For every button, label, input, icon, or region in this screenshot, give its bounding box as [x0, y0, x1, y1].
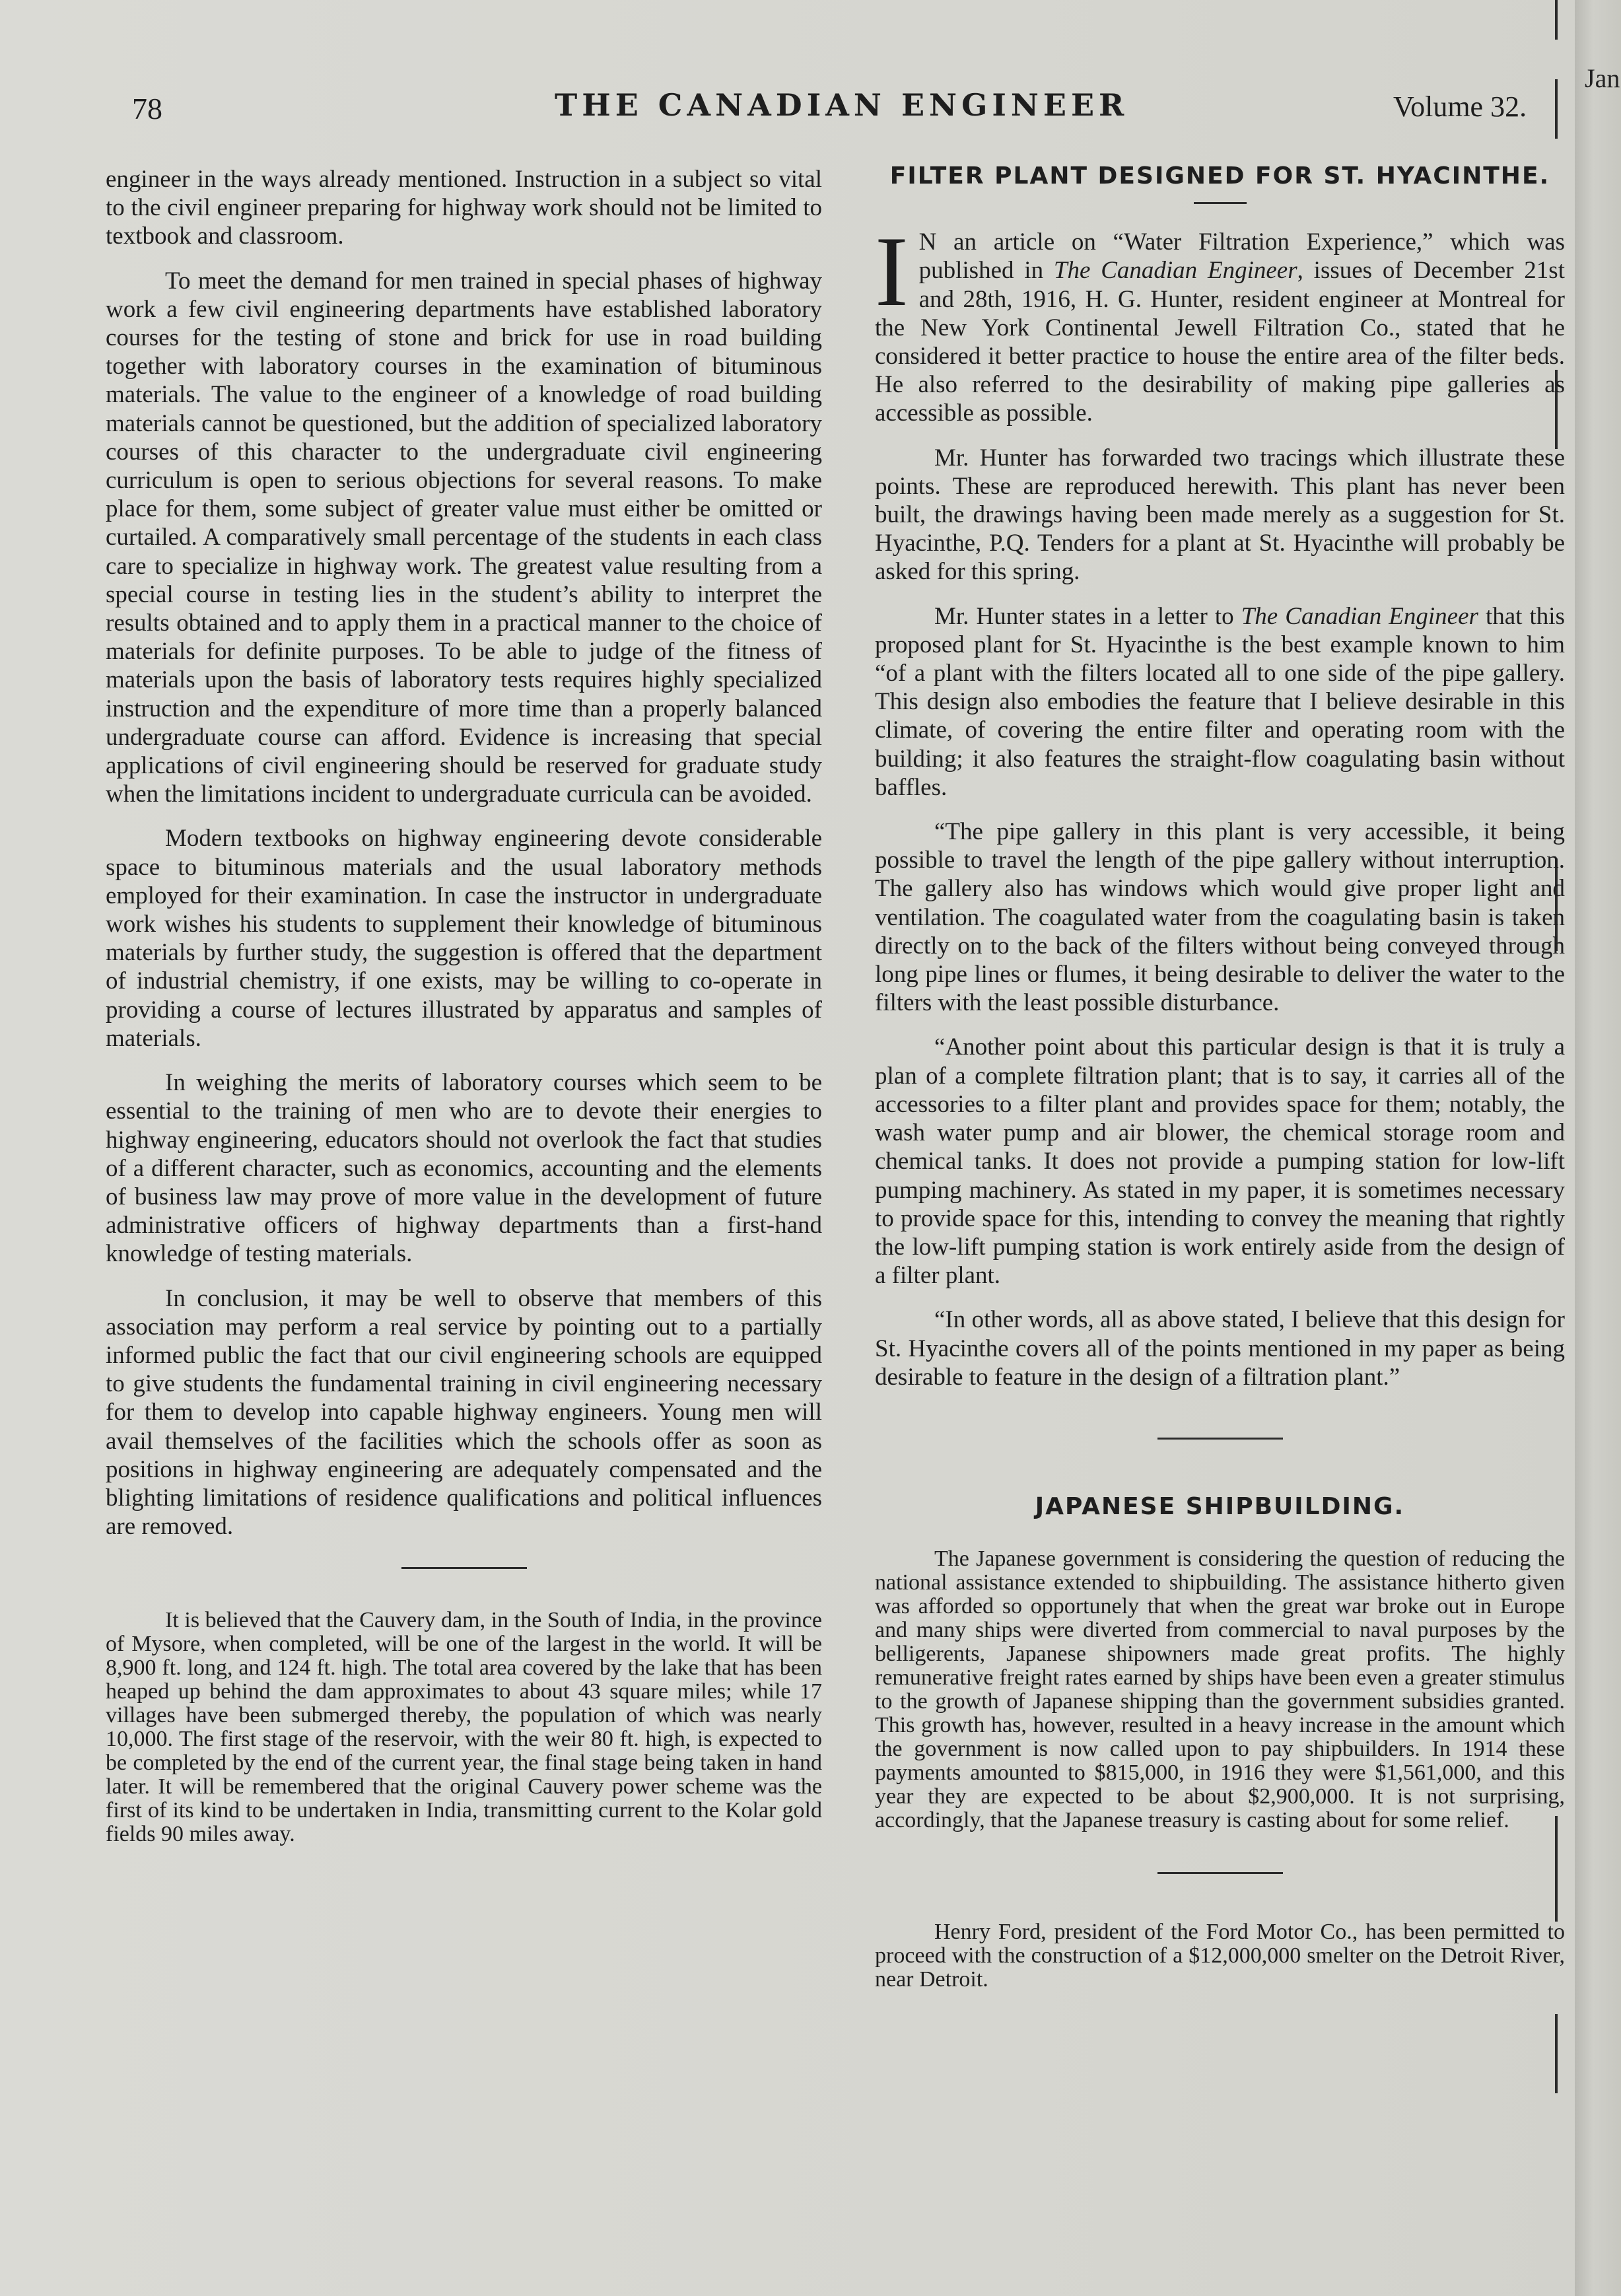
drop-cap: I	[875, 216, 909, 328]
journal-name: The Canadian Engineer	[1241, 602, 1478, 630]
journal-name: The Canadian Engineer	[1053, 257, 1297, 285]
filter-paragraph-5: “Another point about this particular design is that it is truly a plan of a complete filtration plant; that is to say, it carries all of the accessories to a filter plant and provides space for them; notably, the wash water pump and air blower, the chemical storage room and chemical tanks. It does not provide a pumping station for low-lift pumping machinery. As stated in my paper, it is sometimes necessary to provide space for this, intending to convey the meaning that rightly the low-lift pumping station is work entirely aside from the design of a filter plant.	[875, 1033, 1565, 1290]
binding-gutter	[1575, 0, 1621, 2296]
left-column	[106, 165, 822, 1846]
next-page-fragment: Jan	[1585, 63, 1620, 93]
filter-paragraph-4: “The pipe gallery in this plant is very accessible, it being possible to travel the length of the pipe gallery without interruption. The gallery also has windows which would give proper light and ventilation. The coagulated water from the coagulating basin is taken directly on to the back of the filters without being conveyed through long pipe lines or flumes, it being desirable to deliver the water to the filters with the least possible disturbance.	[875, 818, 1565, 1017]
right-column	[875, 162, 1565, 1992]
page-header	[0, 79, 1575, 139]
paragraph: Modern textbooks on highway engineering devote considerable space to bituminous materials and the usual laboratory methods employed for their examination. In case the instructor in undergraduate work wishes his students to supplement their knowledge of bituminous materials by further study, the suggestion is offered that the department of industrial chemistry, if one exists, may be willing to co-operate in providing a course of lectures illustrated by apparatus and samples of materials.	[106, 825, 822, 1052]
article-title-japanese-shipbuilding: JAPANESE SHIPBUILDING.	[1035, 1492, 1405, 1520]
shipbuilding-body: The Japanese government is considering the question of reducing the national assistance extended to shipbuilding. The assistance hitherto given was afforded so opportunely that when the great war broke out in Europe and many ships were diverted from commercial to naval purposes by the belligerents, Japanese shipowners made great profits. The highly remunerative freight rates earned by ships have been even a greater stimulus to the growth of Japanese shipping than the government subsidies granted. This growth has, however, resulted in a heavy increase in the amount which the government is now called upon to pay shipbuilders. In 1914 these payments amounted to $815,000, in 1916 they were $1,561,000, and this year they are expected to be about $2,900,000. It is not surprising, accordingly, that the Japanese treasury is casting about for some relief.	[875, 1547, 1565, 1833]
volume-label: Volume 32.	[1393, 90, 1527, 123]
edge-line	[1555, 0, 1558, 40]
paragraph: In conclusion, it may be well to observe that members of this association may perform a real service by pointing out to a partially informed public the fact that our civil engineering schools are equipped to give students the fundamental training in civil engineering necessary for them to develop into capable highway engineers. Young men will avail themselves of the facilities which the schools offer as soon as positions in highway engineering are adequately compensated and the blighting limitations of residence qualifications and political influences are removed.	[106, 1284, 822, 1541]
filter-paragraph-2: Mr. Hunter has forwarded two tracings which illustrate these points. These are reproduced herewith. This plant has never been built, the drawings having been made merely as a suggestion for St. Hyacinthe, P.Q. Tenders for a plant at St. Hyacinthe will probably be asked for this spring.	[875, 444, 1565, 586]
page-number: 78	[132, 92, 162, 125]
article-title-filter-plant: FILTER PLANT DESIGNED FOR ST. HYACINTHE.	[889, 162, 1550, 190]
filter-paragraph-1: I N an article on “Water Filtration Experience,” which was published in The Canadian Engineer, issues of December 21st and 28th, 1916, H. G. Hunter, resident engineer at Montreal for the New York Continental Jewell Filtration Co., stated that he considered it better practice to house the entire area of the filter beds. He also referred to the desirability of making pipe galleries as accessible as possible.	[875, 216, 1565, 427]
cauvery-dam-note: It is believed that the Cauvery dam, in the South of India, in the province of Mysore, when completed, will be one of the largest in the world. It will be 8,900 ft. long, and 124 ft. high. The total area covered by the lake that has been heaped up behind the dam approximates to about 43 square miles; while 17 villages have been submerged thereby, the population of which was nearly 10,000. The first stage of the reservoir, with the weir 80 ft. high, is expected to be completed by the end of the current year, the final stage being taken in hand later. It will be remembered that the original Cauvery power scheme was the first of its kind to be undertaken in India, transmitting current to the Kolar gold fields 90 miles away.	[106, 1608, 822, 1847]
filter-paragraph-6: “In other words, all as above stated, I believe that this design for St. Hyacinthe covers all of the points mentioned in my paper as being desirable to feature in the design of a filtration plant.”	[875, 1306, 1565, 1391]
ford-note: Henry Ford, president of the Ford Motor Co., has been permitted to proceed with the construction of a $12,000,000 smelter on the Detroit River, near Detroit.	[875, 1920, 1565, 1992]
title-rule	[1194, 202, 1247, 204]
edge-line	[1555, 2014, 1558, 2093]
masthead: THE CANADIAN ENGINEER	[555, 87, 1129, 123]
section-divider	[401, 1567, 527, 1569]
paragraph: In weighing the merits of laboratory courses which seem to be essential to the training of men who are to devote their energies to highway engineering, educators should not overlook the fact that studies of a different character, such as economics, accounting and the elements of business law may prove of more value in the development of future administrative officers of highway departments than a first-hand knowledge of testing materials.	[106, 1069, 822, 1268]
section-divider	[1157, 1872, 1283, 1874]
section-divider	[1157, 1438, 1283, 1440]
paragraph: engineer in the ways already mentioned. Instruction in a subject so vital to the civil engineer preparing for highway work should not be limited to textbook and classroom.	[106, 166, 822, 250]
paragraph: To meet the demand for men trained in special phases of highway work a few civil engineering departments have established laboratory courses for the testing of stone and brick for use in road building together with laboratory courses in the examination of bituminous materials. The value to the engineer of a knowledge of road building materials cannot be questioned, but the addition of specialized laboratory courses of this character to the undergraduate civil engineering curriculum is open to serious objections for several reasons. To make place for them, some subject of greater value must either be omitted or curtailed. A comparatively small percentage of the students in each class care to specialize in highway work. The greatest value resulting from a special course in testing lies in the student’s ability to interpret the results obtained and to apply them in a practical manner to the choice of materials for definite purposes. To be able to judge of the fitness of materials upon the basis of laboratory tests requires highly specialized instruction and the expenditure of more time than a properly balanced undergraduate course can afford. Evidence is increasing that special applications of civil engineering should be reserved for graduate study when the limitations incident to undergraduate curricula can be avoided.	[106, 267, 822, 808]
filter-paragraph-3: Mr. Hunter states in a letter to The Canadian Engineer that this proposed plant for St. Hyacinthe is the best example known to him “of a plant with the filters located all to one side of the pipe gallery. This design also embodies the feature that I believe desirable in this climate, of covering the entire filter and operating room with the building; it also features the straight-flow coagulating basin without baffles.	[875, 602, 1565, 801]
